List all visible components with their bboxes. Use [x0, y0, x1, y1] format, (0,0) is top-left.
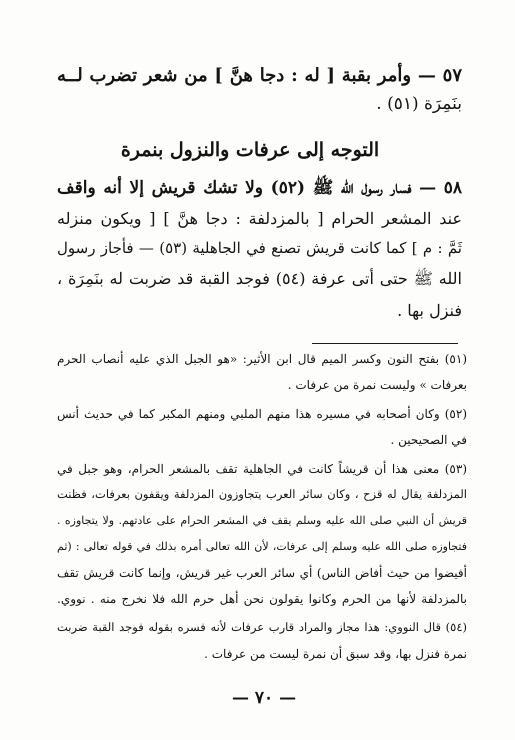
paragraph-58-line-3: ثَمَّ : م ] كما كانت قريش تصنع في الجاهلية (٥٣) — فأجاز رسول — [57, 239, 462, 257]
section-heading: التوجه إلى عرفات والنزول بنمرة — [120, 139, 380, 161]
footnote-53-line-6: بالمزدلفة لأنها من الحرم وكانوا يقولون نحن أهل حرم الله فلا نخرج منه . نووي. — [57, 592, 467, 606]
footnote-54-line-2: نمرة فنزل بها، وقد سبق أن نمرة ليست من عرفات . — [204, 647, 467, 661]
footnote-53-line-5: أفيضوا من حيث أفاض الناس) أي سائر العرب غير قريش، وإنما كانت قريش تقف — [57, 566, 467, 580]
footnote-51-line-1: (٥١) بفتح النون وكسر الميم قال ابن الأثير: «هو الجبل الذي عليه أنصاب الحرم — [57, 352, 467, 366]
footnote-53-line-4: فتجاوزه صلى الله عليه وسلم إلى عرفات، لأن الله تعالى أمره بذلك في قوله تعالى : (ثم — [57, 540, 467, 553]
footnote-separator — [312, 343, 458, 344]
footnote-51-line-2: بعرفات » وليست نمرة من عرفات . — [287, 378, 467, 392]
page-number: — ٧٠ — — [232, 688, 297, 708]
paragraph-58-line-2: عند المشعر الحرام [ بالمزدلفة : دجا هنَّ ] [ ويكون منزله — [57, 209, 462, 228]
paragraph-58-line-4: الله ﷺ حتى أتى عرفة (٥٤) فوجد القبة قد ضربت له بنَمِرَة ، — [57, 269, 462, 288]
footnote-53-line-1: (٥٣) معنى هذا أن قريشاً كانت في الجاهلية تقف بالمشعر الحرام، وهو جبل في — [57, 462, 467, 476]
paragraph-57-line-2: بنَمِرَة (٥١) . — [376, 94, 462, 114]
paragraph-58-line-5: فنزل بها . — [397, 301, 462, 320]
footnote-53-line-2: المزدلفة يقال له قزح ، وكان سائر العرب يتجاوزون المزدلفة ويقفون بعرفات، فظنت — [57, 487, 467, 501]
footnote-53-line-3: قريش أن النبي صلى الله عليه وسلم يقف في المشعر الحرام على عادتهم. ولا يتجاوزه . — [57, 514, 467, 527]
footnote-54-line-1: (٥٤) قال النووي: هذا مجاز والمراد قارب عرفات لأنه فسره بقوله فوجد القبة ضربت — [57, 620, 467, 634]
footnote-52-line-1: (٥٢) وكان أصحابه في مسيره هذا منهم الملبي ومنهم المكبر كما في حديث أنس — [57, 407, 467, 421]
footnote-52-line-2: في الصحيحين . — [390, 433, 467, 447]
paragraph-58-line-1: ٥٨ — فسار رسول الله ﷺ (٥٢) ولا تشك قريش إلا أنه واقف — [57, 178, 462, 198]
paragraph-57-line-1: ٥٧ — وأمر بقبة [ له : دجا هنَّ ] من شعر تضرب لــه — [57, 65, 462, 86]
